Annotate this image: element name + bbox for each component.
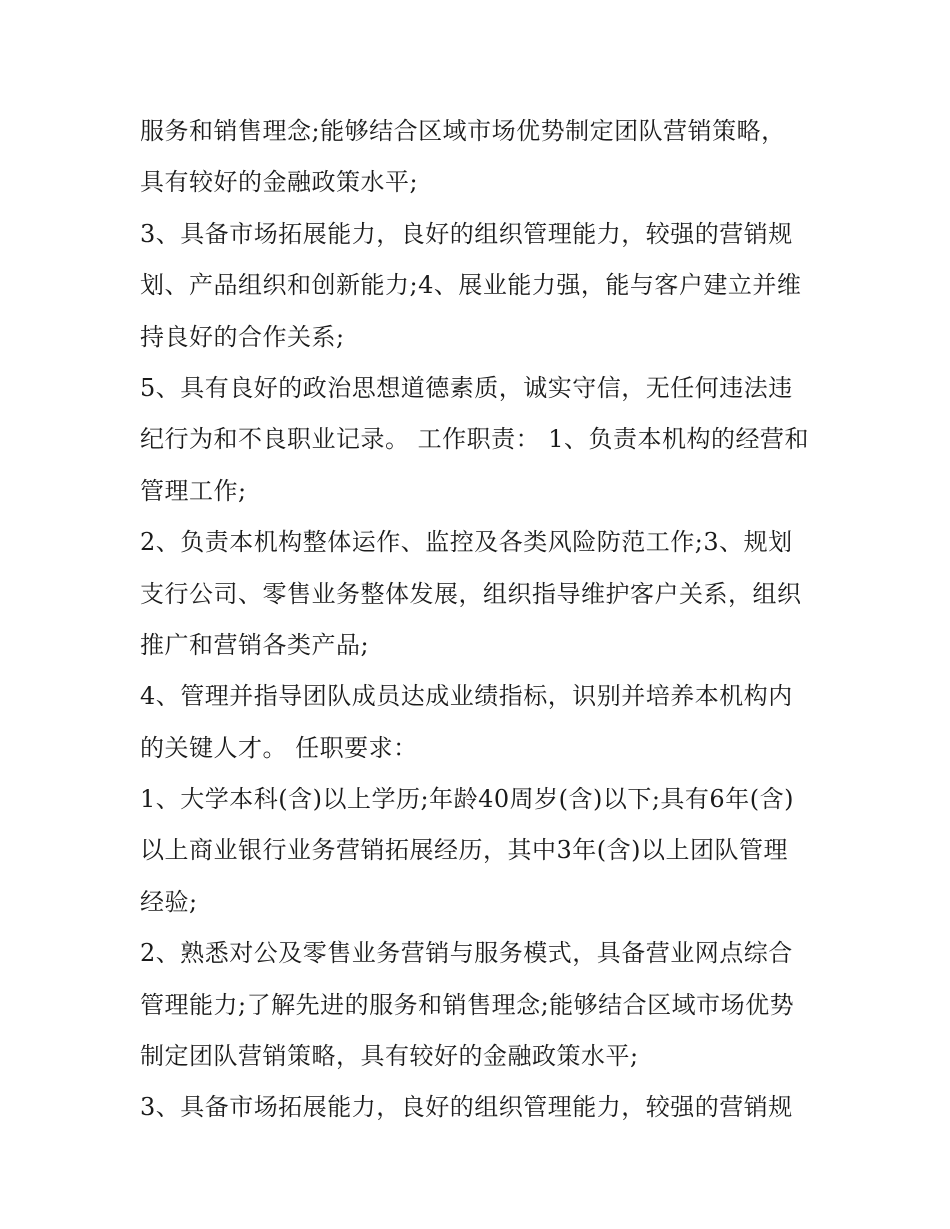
text-line: 服务和销售理念;能够结合区域市场优势制定团队营销策略，	[140, 117, 786, 145]
text-line: 3、具备市场拓展能力，良好的组织管理能力，较强的营销规	[140, 1093, 793, 1122]
text-line: 支行公司、零售业务整体发展，组织指导维护客户关系，组织	[140, 579, 802, 608]
text-line: 5、具有良好的政治思想道德素质，诚实守信，无任何违法违	[140, 373, 793, 402]
text-line: 具有较好的金融政策水平;	[140, 168, 419, 197]
text-line: 4、管理并指导团队成员达成业绩指标，识别并培养本机构内	[140, 682, 793, 711]
document-body	[140, 106, 830, 1134]
text-line: 的关键人才。 任职要求：	[140, 733, 418, 762]
text-line: 制定团队营销策略，具有较好的金融政策水平;	[140, 1042, 639, 1071]
text-line: 持良好的合作关系;	[140, 322, 345, 351]
text-line: 管理工作;	[140, 476, 247, 505]
text-line: 3、具备市场拓展能力，良好的组织管理能力，较强的营销规	[140, 219, 793, 248]
text-line: 2、熟悉对公及零售业务营销与服务模式，具备营业网点综合	[140, 939, 793, 968]
text-line: 划、产品组织和创新能力;4、展业能力强，能与客户建立并维	[140, 271, 802, 300]
text-line: 以上商业银行业务营销拓展经历，其中3年(含)以上团队管理	[140, 836, 788, 865]
text-line: 2、负责本机构整体运作、监控及各类风险防范工作;3、规划	[140, 528, 793, 557]
text-line: 1、大学本科(含)以上学历;年龄40周岁(含)以下;具有6年(含)	[140, 785, 794, 814]
text-line: 推广和营销各类产品;	[140, 630, 370, 659]
text-line: 管理能力;了解先进的服务和销售理念;能够结合区域市场优势	[140, 990, 795, 1019]
text-line: 经验;	[140, 887, 198, 916]
text-line: 纪行为和不良职业记录。 工作职责： 1、负责本机构的经营和	[140, 425, 810, 454]
